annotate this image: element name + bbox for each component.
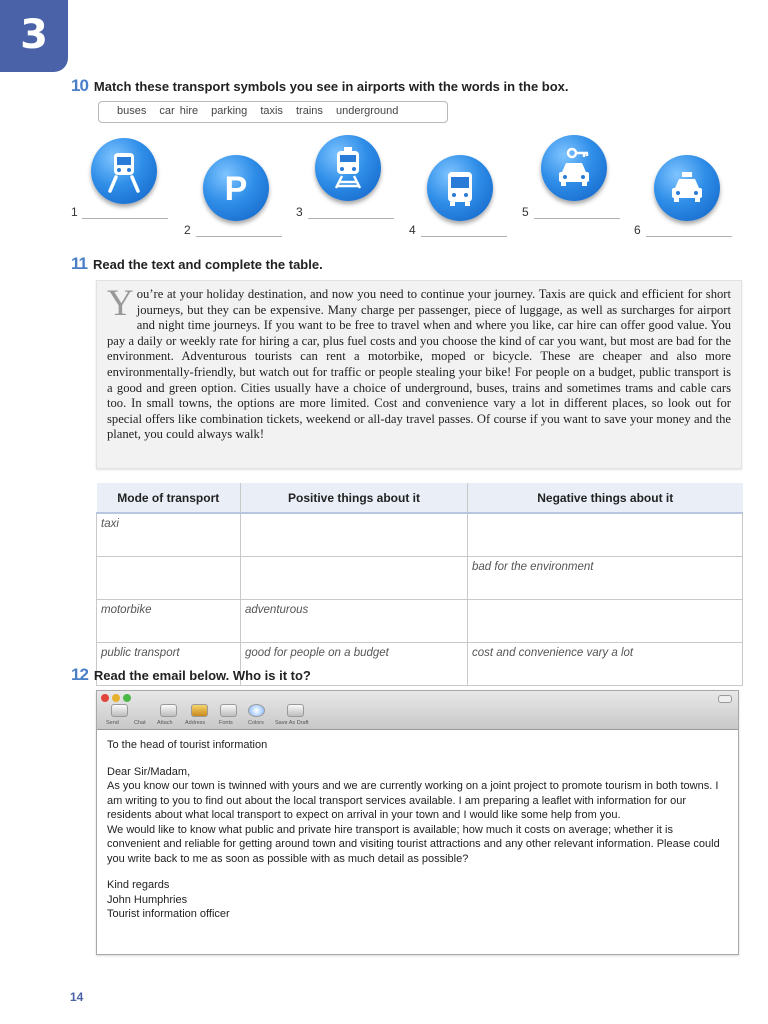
save-draft-button[interactable]: Save As Draft xyxy=(275,720,309,726)
email-paragraph: We would like to know what public and private hire transport is available; how much it costs on average; whether it is convenient and reliable for getting around town and visiting tourist attractions and any other relevant information. Please could you write back to me as soon as possible with as much detail as possible? xyxy=(107,823,720,865)
table-cell[interactable]: motorbike xyxy=(97,600,241,643)
underground-icon xyxy=(91,138,157,204)
fonts-icon[interactable] xyxy=(220,704,237,717)
exercise-instruction: Match these transport symbols you see in airports with the words in the box. xyxy=(93,79,569,94)
email-body[interactable] xyxy=(97,730,738,930)
attach-icon[interactable] xyxy=(160,704,177,717)
zoom-window-icon[interactable] xyxy=(123,694,131,702)
email-closing: Kind regards xyxy=(107,879,170,891)
email-greeting: Dear Sir/Madam, xyxy=(107,765,191,778)
table-row xyxy=(97,513,743,557)
colors-button[interactable]: Colors xyxy=(248,720,264,726)
word-box xyxy=(98,101,448,123)
unit-number-tab: 3 xyxy=(0,0,68,72)
table-cell[interactable]: bad for the environment xyxy=(468,557,743,600)
email-signature-title: Tourist information officer xyxy=(107,908,230,920)
exercise-12-heading xyxy=(71,665,311,685)
table-cell[interactable] xyxy=(468,600,743,643)
table-cell[interactable]: public transport xyxy=(97,643,241,686)
email-paragraph: As you know our town is twinned with yours and we are currently working on a joint project to promote tourism in both towns. I am writing to you to find out about the local transport services available. I am preparing a leaflet with information for our residents about what local transport to expect on arrival in your town and I would like some help from you. xyxy=(107,780,719,821)
table-row xyxy=(97,600,743,643)
taxi-icon xyxy=(654,155,720,221)
email-recipient-line: To the head of tourist information xyxy=(107,739,268,751)
reading-text-box xyxy=(96,280,742,469)
word-item: taxis xyxy=(260,105,283,117)
column-header: Mode of transport xyxy=(97,483,241,513)
email-signature-name: John Humphries xyxy=(107,893,188,906)
table-cell[interactable]: cost and convenience vary a lot xyxy=(468,643,743,686)
table-header-row xyxy=(97,483,743,513)
blank-number: 6 xyxy=(634,223,641,237)
column-header: Positive things about it xyxy=(241,483,468,513)
table-cell[interactable] xyxy=(468,513,743,557)
column-header: Negative things about it xyxy=(468,483,743,513)
answer-blank[interactable] xyxy=(421,236,507,237)
table-cell[interactable]: good for people on a budget xyxy=(241,643,468,686)
exercise-11-heading xyxy=(71,254,323,274)
svg-text:P: P xyxy=(224,170,248,208)
bus-icon xyxy=(427,155,493,221)
answer-blank[interactable] xyxy=(196,236,282,237)
attach-button[interactable]: Attach xyxy=(157,720,173,726)
fonts-button[interactable]: Fonts xyxy=(219,720,233,726)
exercise-10-heading xyxy=(71,76,569,96)
word-item: parking xyxy=(211,105,248,117)
blank-number: 1 xyxy=(71,205,78,219)
answer-blank[interactable] xyxy=(534,218,620,219)
minimize-window-icon[interactable] xyxy=(112,694,120,702)
page-number: 14 xyxy=(70,990,84,1004)
table-cell[interactable] xyxy=(97,557,241,600)
exercise-instruction: Read the email below. Who is it to? xyxy=(93,668,311,683)
train-icon xyxy=(315,135,381,201)
word-item: underground xyxy=(335,105,399,117)
chat-button[interactable]: Chat xyxy=(134,720,146,726)
parking-icon xyxy=(203,155,269,221)
save-draft-icon[interactable] xyxy=(287,704,304,717)
word-item: car hire xyxy=(159,105,199,117)
exercise-instruction: Read the text and complete the table. xyxy=(92,257,323,272)
blank-number: 3 xyxy=(296,205,303,219)
transport-table xyxy=(93,483,743,686)
exercise-number: 12 xyxy=(71,665,88,684)
table-cell[interactable]: adventurous xyxy=(241,600,468,643)
table-cell[interactable]: taxi xyxy=(97,513,241,557)
close-window-icon[interactable] xyxy=(101,694,109,702)
answer-blank[interactable] xyxy=(646,236,732,237)
blank-number: 2 xyxy=(184,223,191,237)
reading-text: ou’re at your holiday destination, and now you need to continue your journey. Taxis are quick and efficient for short journeys, but they can be expensive. Many charge per passenger, piece of luggage, as well as surcharges for airport and night time journeys. If you want to be free to travel when and where you like, car hire can offer good value. You pay a daily or weekly rate for hiring a car, plus fuel costs and you choose the kind of car you want, but most are bad for the environment. Adventurous tourists can rent a motorbike, moped or bicycle. These are cheaper and also more environmentally-friendly, but watch out for traffic or people stealing your bike! For people on a budget, public transport is a good and green option. Cities usually have a choice of underground, buses, trains and sometimes trams and cable cars too. In small towns, the options are more limited. Cost and convenience vary a lot in different places, so look out for special offers like combination tickets, weekend or all-day travel passes. Of course if you want to save your money and the planet, you could always walk! xyxy=(107,287,731,442)
blank-number: 4 xyxy=(409,223,416,237)
send-icon[interactable] xyxy=(111,704,128,717)
answer-blank[interactable] xyxy=(82,218,168,219)
colors-icon[interactable] xyxy=(248,704,265,717)
email-window xyxy=(96,690,739,955)
drop-cap: Y xyxy=(107,283,134,324)
table-cell[interactable] xyxy=(241,513,468,557)
exercise-number: 10 xyxy=(71,76,88,95)
car-hire-icon xyxy=(541,135,607,201)
answer-blank[interactable] xyxy=(308,218,394,219)
address-icon[interactable] xyxy=(191,704,208,717)
send-button[interactable]: Send xyxy=(106,720,119,726)
address-button[interactable]: Address xyxy=(185,720,206,726)
exercise-number: 11 xyxy=(71,254,87,273)
blank-number: 5 xyxy=(522,205,529,219)
word-item: trains xyxy=(296,105,323,117)
toolbar-toggle-icon[interactable] xyxy=(718,695,732,703)
email-toolbar xyxy=(97,691,738,730)
table-cell[interactable] xyxy=(241,557,468,600)
word-item: buses xyxy=(117,105,147,117)
table-row xyxy=(97,557,743,600)
